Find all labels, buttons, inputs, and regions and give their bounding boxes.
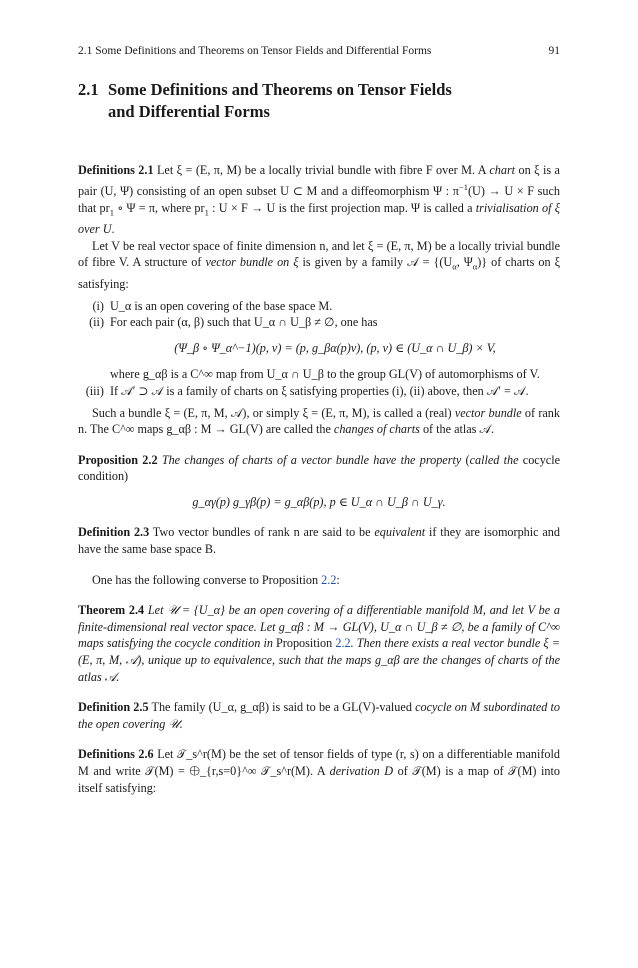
def-2-6-label: Definitions 2.6	[78, 747, 154, 762]
thm-2-4-text-a: Let 𝒰 = {U_α} be an open covering of a differentiable manifold M, and let V be a finite-dimensional real vector space. Let g_αβ : M → GL(V), U_α ∩ U_β ≠ ∅, be a family of C^∞ maps satisfying the cocycle condition in	[78, 602, 560, 651]
def-2-5	[78, 699, 560, 733]
condition-ii-text: For each pair (α, β) such that U_α ∩ U_β ≠ ∅, one has	[110, 315, 378, 330]
conditions-list	[78, 298, 560, 400]
section-title-line2: and Differential Forms	[108, 102, 270, 121]
term-derivation: derivation D	[329, 764, 394, 779]
def-2-1-text-d: ∘ Ψ = π, where pr	[113, 200, 205, 215]
cocycle-equation: g_αγ(p) g_γβ(p) = g_αβ(p), p ∈ U_α ∩ U_β ∩ U_γ.	[192, 495, 446, 510]
def-2-1-para2	[78, 238, 560, 293]
thm-2-4-label: Theorem 2.4	[78, 602, 145, 617]
def-2-5-label: Definition 2.5	[78, 700, 149, 715]
condition-ii-label: (ii)	[89, 315, 104, 330]
section-title	[78, 79, 560, 123]
def-2-1-para1	[78, 162, 560, 238]
condition-iii-text: If 𝒜′ ⊃ 𝒜 is a family of charts on ξ satisfying properties (i), (ii) above, then 𝒜′ = 𝒜.	[110, 383, 529, 398]
term-vector-bundle: vector bundle	[454, 405, 522, 420]
def-2-1-label: Definitions 2.1	[78, 163, 154, 177]
converse-sentence	[78, 572, 560, 589]
sup-inverse: −1	[458, 181, 468, 192]
section-number: 2.1	[78, 80, 99, 99]
prop-2-2-text-a: The changes of charts of a vector bundle have the property	[157, 452, 462, 467]
prop-2-2-text-c: the	[499, 452, 519, 467]
converse-text-a: One has the following converse to Proposition	[92, 572, 322, 587]
def-2-1-p3-b: of rank n. The C^∞ maps g_αβ : M → GL(V) are called the	[78, 405, 560, 437]
def-2-1-p2-a: Let V be real vector space of finite dimension n, and let ξ = (E, π, M) be a locally trivial bundle of fibre V. A structure of	[78, 238, 560, 270]
term-vector-bundle-on: vector bundle on ξ	[205, 255, 299, 270]
sub-alpha-b: α	[472, 261, 478, 272]
def-2-1-p2-b: is given by a family 𝒜 = {(U	[298, 255, 453, 270]
prop-2-2-label: Proposition 2.2	[78, 452, 158, 467]
converse-text-b: :	[336, 572, 340, 587]
condition-i-label: (i)	[92, 298, 104, 313]
def-2-3-text-a: Two vector bundles of rank n are said to be	[149, 525, 375, 540]
condition-i-text: U_α is an open covering of the base space M.	[110, 298, 333, 313]
sub-1a: 1	[109, 207, 114, 218]
sub-alpha-a: α	[452, 261, 457, 272]
running-head-title: 2.1 Some Definitions and Theorems on Tensor Fields and Differential Forms	[78, 45, 432, 57]
prop-2-2-cocycle: cocycle condition)	[78, 452, 560, 484]
def-2-1-p2-d: )} of charts on ξ satisfying:	[78, 255, 560, 291]
body-text	[78, 162, 560, 797]
thm-2-4-prop-word: Proposition	[276, 636, 333, 651]
sub-1b: 1	[204, 207, 209, 218]
prop-2-2-text-b: (	[461, 452, 470, 467]
proposition-link[interactable]: 2.2	[321, 572, 337, 587]
condition-ii	[78, 314, 560, 382]
section-title-line1: Some Definitions and Theorems on Tensor Fields	[108, 80, 452, 99]
def-2-6-text-b: of 𝒯(M) is a map of 𝒯(M) into itself satisfying:	[78, 764, 560, 796]
def-2-1-p3-c: of the atlas 𝒜.	[419, 422, 495, 437]
def-2-1-text-a: Let ξ = (E, π, M) be a locally trivial bundle with fibre F over M. A	[153, 163, 490, 177]
page-number: 91	[548, 45, 560, 57]
term-chart: chart	[489, 163, 516, 177]
def-2-1-para3	[78, 405, 560, 439]
thm-2-4-text-b: . Then there exists a real vector bundle ξ = (E, π, M, 𝒜), unique up to equivalence, such that the maps g_αβ are the changes of charts of the atlas 𝒜.	[78, 636, 560, 685]
condition-iii	[78, 383, 560, 400]
def-2-6	[78, 746, 560, 796]
term-changes-of-charts: changes of charts	[333, 422, 420, 437]
thm-proposition-link[interactable]: 2.2	[335, 636, 351, 651]
prop-2-2-called: called	[469, 452, 500, 467]
def-2-3	[78, 524, 560, 558]
condition-iii-label: (iii)	[85, 383, 104, 398]
def-2-1-text-e: : U × F → U is the first projection map. Ψ is called a	[208, 200, 476, 215]
def-2-3-label: Definition 2.3	[78, 525, 150, 540]
def-2-3-text-b: if they are isomorphic and have the same base space B.	[78, 525, 560, 557]
def-2-5-text-a: The family (U_α, g_αβ) is said to be a GL(V)-valued	[148, 700, 416, 715]
def-2-1-text-b: on ξ is a pair (U, Ψ) consisting of an open subset U ⊂ M and a diffeomorphism Ψ : π	[78, 163, 560, 198]
def-2-1-p2-c: , Ψ	[456, 255, 473, 270]
condition-i	[78, 298, 560, 315]
term-trivialisation: trivialisation of ξ over U	[78, 200, 561, 236]
term-cocycle: cocycle on M subordinated to the open covering 𝒰	[78, 700, 561, 732]
def-2-6-text-a: Let 𝒯_s^r(M) be the set of tensor fields of type (r, s) on a differentiable manifold M and write 𝒯(M) = ⨁_{r,s=0}^∞ 𝒯_s^r(M). A	[78, 747, 560, 779]
thm-2-4	[78, 602, 560, 686]
transition-equation: (Ψ_β ∘ Ψ_α^−1)(p, v) = (p, g_βα(p)v), (p, v) ∈ (U_α ∩ U_β) × V,	[174, 341, 496, 356]
prop-2-2	[78, 452, 560, 486]
def-2-1-text-f: .	[111, 221, 115, 236]
def-2-5-text-b: .	[179, 717, 183, 732]
def-2-1-p3-a: Such a bundle ξ = (E, π, M, 𝒜), or simply ξ = (E, π, M), is called a (real)	[92, 405, 455, 420]
condition-ii-text-b: where g_αβ is a C^∞ map from U_α ∩ U_β to the group GL(V) of automorphisms of V.	[110, 366, 540, 381]
def-2-1-text-c: (U) → U × F such that pr	[78, 183, 560, 215]
term-equivalent: equivalent	[374, 525, 426, 540]
